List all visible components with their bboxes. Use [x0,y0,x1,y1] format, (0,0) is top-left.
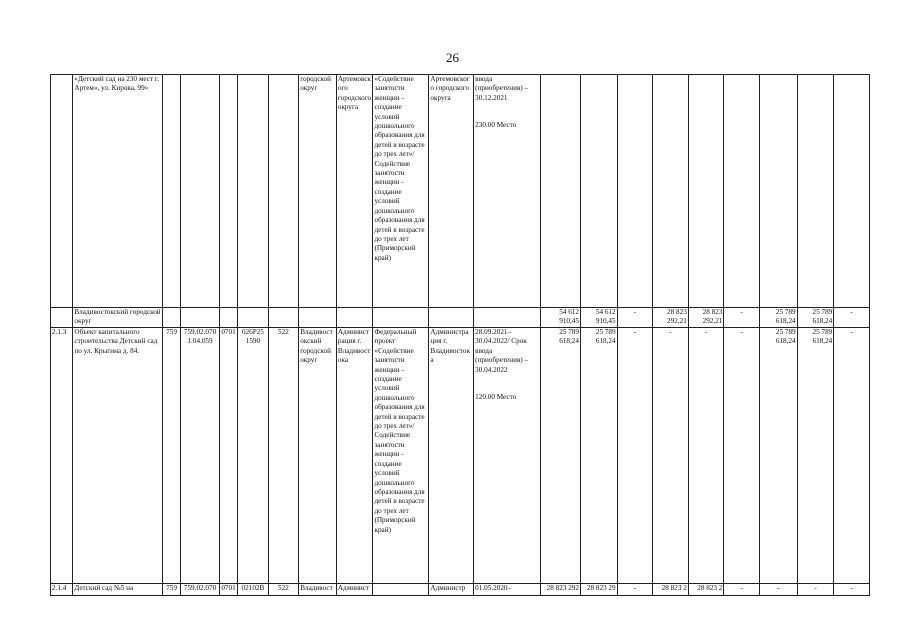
cell-rzpr [219,308,237,328]
cell-v9: - [834,328,870,584]
cell-rzpr: 0701 [219,584,237,596]
cell-territory: Владивост [299,584,337,596]
cell-v1 [541,75,581,308]
cell-customer: Артемовского городского округа [336,75,373,308]
cell-csr: 026P25 1590 [238,328,269,584]
table-row-2-1-4 [51,584,870,596]
table-row-2-1-3 [51,328,870,584]
cell-v3: - [617,308,653,328]
cell-v8 [797,75,834,308]
cell-grbs [162,308,180,328]
cell-csr: 02102В [238,584,269,596]
cell-v1: 25 789 618,24 [541,328,581,584]
budget-table [50,74,870,596]
cell-v6: - [724,584,760,596]
cell-v7: 25 789 618,24 [759,328,797,584]
cell-vr [268,308,299,328]
cell-v5 [688,75,724,308]
cell-program [373,584,429,596]
cell-recipient: Администрация г. Владивостока [429,328,474,584]
cell-v4: 28 823 2 [653,584,689,596]
term-text: 28.09.2021– 30.04.2022/ Срок ввода (приобретения) – 30.04.2022 [475,328,529,374]
cell-v6 [724,75,760,308]
cell-v4 [653,75,689,308]
cell-v5: 28 823 292,21 [688,308,724,328]
cell-v9: - [834,308,870,328]
cell-v5: - [688,328,724,584]
cell-v5: 28 823 2 [688,584,724,596]
term-text: ввода (приобретения) – 30.12.2021 [475,75,529,102]
cell-term: 01.05.2020– [474,584,541,596]
cell-v9: - [834,584,870,596]
cell-object-name: «Детский сад на 230 мест г. Артем», ул. Кирова, 99» [73,75,163,308]
cell-v2: 54 612 910,45 [580,308,617,328]
cell-v3: - [617,584,653,596]
cell-v7: - [759,584,797,596]
cell-v2 [580,75,617,308]
cell-program: Федеральный проект «Содействие занятости женщин - создание условий дошкольного образования для детей в возрасте до трех лет»/Содействие занятости женщин - создание условий дошкольного образования для детей в возрасте до трех лет (Приморский край) [373,328,429,584]
cell-grbs: 759 [162,328,180,584]
cell-v9 [834,75,870,308]
cell-v7 [759,75,797,308]
cell-v8: - [797,584,834,596]
cell-vr: 522 [268,328,299,584]
cell-code: 759.02.070 [181,584,220,596]
cell-v1: 28 823 292 [541,584,581,596]
cell-territory [299,308,337,328]
cell-csr [238,308,269,328]
cell-num: 2.1.4 [51,584,73,596]
cell-recipient: Артемовского городского округа [429,75,474,308]
table-row-subtotal [51,308,870,328]
cell-rzpr [219,75,237,308]
cell-v2: 28 823 29 [580,584,617,596]
cell-recipient [429,308,474,328]
cell-grbs [162,75,180,308]
cell-customer: Админист [336,584,373,596]
cell-subtotal-name: Владивостокский городской округ [73,308,163,328]
cell-v8: 25 789 618,24 [797,308,834,328]
cell-territory: Владивостокский городской округ [299,328,337,584]
cell-program: «Содействие занятости женщин - создание условий дошкольного образования для детей в возрасте до трех лет»/Содействие занятости женщин - создание условий дошкольного образования для детей в возрасте до трех лет (Приморский край) [373,75,429,308]
cell-customer: Администрация г. Владивостока [336,328,373,584]
cell-term [474,328,541,584]
cell-customer [336,308,373,328]
cell-v3: - [617,328,653,584]
cell-v7: 25 789 618,24 [759,308,797,328]
cell-num: 2.1.3 [51,328,73,584]
cell-code [181,308,220,328]
cell-territory: городской округ [299,75,337,308]
cell-rzpr: 0701 [219,328,237,584]
cell-recipient: Администр [429,584,474,596]
cell-object-name: Детский сад №5 на [73,584,163,596]
cell-code [181,75,220,308]
cell-v1: 54 612 910,45 [541,308,581,328]
cell-vr [268,75,299,308]
table-row-continuation [51,75,870,308]
cell-num [51,308,73,328]
cell-csr [238,75,269,308]
cell-v6: - [724,308,760,328]
cell-term [474,75,541,308]
cell-v3 [617,75,653,308]
page-number: 26 [446,50,459,65]
cell-v6: - [724,328,760,584]
cell-v4: - [653,328,689,584]
cell-term [474,308,541,328]
cell-v4: 28 823 292,21 [653,308,689,328]
cell-program [373,308,429,328]
capacity-text: 230.00 Место [475,121,517,130]
capacity-text: 120.00 Место [475,393,517,402]
cell-v8: 25 789 618,24 [797,328,834,584]
cell-code: 759.02.070 1.04.059 [181,328,220,584]
cell-v2: 25 789 618,24 [580,328,617,584]
cell-object-name: Объект капитального строительства Детский сад по ул. Крыгина д. 84. [73,328,163,584]
cell-vr: 522 [268,584,299,596]
cell-grbs: 759 [162,584,180,596]
cell-num [51,75,73,308]
